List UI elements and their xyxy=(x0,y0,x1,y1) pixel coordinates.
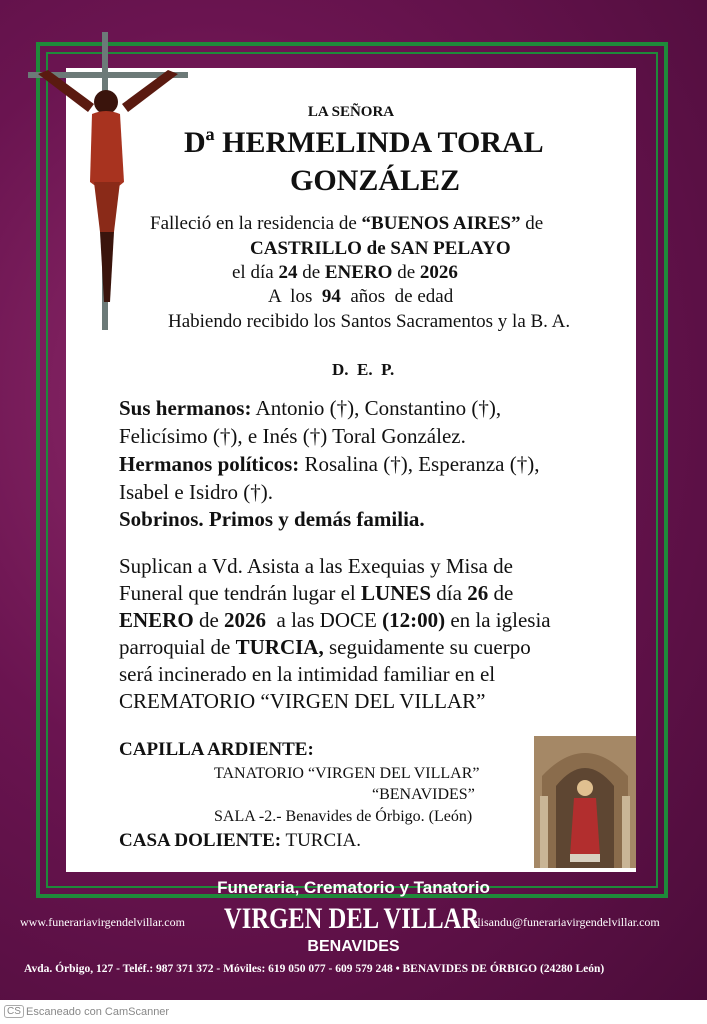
deceased-name-line2: GONZÁLEZ xyxy=(290,164,461,197)
funeral-line-1: Suplican a Vd. Asista a las Exequias y Misa de xyxy=(119,554,513,578)
capilla-line-2: “BENAVIDES” xyxy=(372,786,475,803)
hermanos-line-2: Felicísimo (†), e Inés (†) Toral González. xyxy=(119,424,466,448)
camscanner-badge: CS xyxy=(4,1005,24,1018)
dep-label: D. E. P. xyxy=(332,360,395,379)
sobrinos-line: Sobrinos. Primos y demás familia. xyxy=(119,507,425,531)
politicos-line-1: Hermanos políticos: Rosalina (†), Esperanza (†), xyxy=(119,452,540,476)
funeral-line-6: CREMATORIO “VIRGEN DEL VILLAR” xyxy=(119,689,486,713)
footer-town: BENAVIDES xyxy=(307,938,400,955)
casa-doliente-line: CASA DOLIENTE: TURCIA. xyxy=(119,830,361,851)
intro-line-4: A los 94 años de edad xyxy=(268,286,454,307)
la-senora-label: LA SEÑORA xyxy=(307,104,395,120)
footer-address: Avda. Órbigo, 127 - Teléf.: 987 371 372 - Móviles: 619 050 077 - 609 579 248 • BENAVIDES DE ÓRBIGO (24280 León) xyxy=(24,963,605,975)
footer-brand: VIRGEN DEL VILLAR xyxy=(224,902,480,935)
crucifix-icon xyxy=(28,32,198,332)
intro-line-2: CASTRILLO de SAN PELAYO xyxy=(250,238,511,259)
footer-web-link[interactable]: www.funerariavirgendelvillar.com xyxy=(20,915,185,929)
deceased-name-line1: Dª HERMELINDA TORAL xyxy=(184,126,544,159)
footer-email-link[interactable]: elisandu@funerariavirgendelvillar.com xyxy=(472,915,660,929)
intro-line-3: el día 24 de ENERO de 2026 xyxy=(232,262,458,283)
capilla-line-1: TANATORIO “VIRGEN DEL VILLAR” xyxy=(214,765,480,782)
funeral-line-2: Funeral que tendrán lugar el LUNES día 26 de xyxy=(119,581,514,605)
funeral-line-3: ENERO de 2026 a las DOCE (12:00) en la iglesia xyxy=(119,608,551,632)
hermanos-line-1: Sus hermanos: Antonio (†), Constantino (†), xyxy=(119,396,502,420)
footer-services: Funeraria, Crematorio y Tanatorio xyxy=(217,878,490,897)
politicos-line-2: Isabel e Isidro (†). xyxy=(119,480,273,504)
capilla-line-3: SALA -2.- Benavides de Órbigo. (León) xyxy=(214,808,473,825)
chapel-photo xyxy=(534,736,636,868)
capilla-label: CAPILLA ARDIENTE: xyxy=(119,739,314,760)
funeral-line-4: parroquial de TURCIA, seguidamente su cuerpo xyxy=(119,635,531,659)
camscanner-text: Escaneado con CamScanner xyxy=(26,1006,170,1018)
funeral-line-5: será incinerado en la intimidad familiar en el xyxy=(119,662,496,686)
camscanner-bar xyxy=(0,1000,707,1024)
intro-line-1: Falleció en la residencia de “BUENOS AIRES” de xyxy=(150,213,544,234)
intro-line-5: Habiendo recibido los Santos Sacramentos y la B. A. xyxy=(168,311,571,332)
